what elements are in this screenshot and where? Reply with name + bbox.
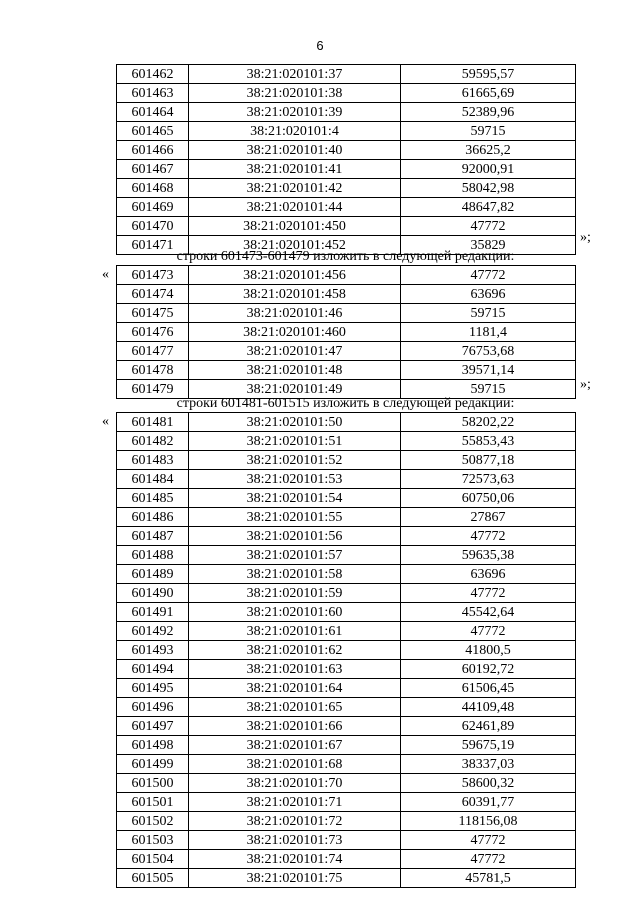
value-cell: 39571,14 xyxy=(401,361,576,380)
cadastral-number-cell: 38:21:020101:41 xyxy=(189,160,401,179)
table-row xyxy=(117,812,576,831)
row-number-cell: 601470 xyxy=(117,217,189,236)
value-cell: 92000,91 xyxy=(401,160,576,179)
cadastral-number-cell: 38:21:020101:64 xyxy=(189,679,401,698)
table-row xyxy=(117,622,576,641)
value-cell: 59635,38 xyxy=(401,546,576,565)
cadastral-number-cell: 38:21:020101:44 xyxy=(189,198,401,217)
table-row xyxy=(117,451,576,470)
row-number-cell: 601485 xyxy=(117,489,189,508)
row-number-cell: 601477 xyxy=(117,342,189,361)
table-block-1 xyxy=(116,64,575,255)
table-row xyxy=(117,323,576,342)
row-number-cell: 601492 xyxy=(117,622,189,641)
cadastral-number-cell: 38:21:020101:63 xyxy=(189,660,401,679)
cadastral-number-cell: 38:21:020101:61 xyxy=(189,622,401,641)
table-row xyxy=(117,413,576,432)
page-number: 6 xyxy=(316,38,324,53)
cadastral-number-cell: 38:21:020101:47 xyxy=(189,342,401,361)
table-row xyxy=(117,122,576,141)
cadastral-number-cell: 38:21:020101:4 xyxy=(189,122,401,141)
value-cell: 59715 xyxy=(401,380,576,399)
row-number-cell: 601490 xyxy=(117,584,189,603)
table-row xyxy=(117,831,576,850)
opening-quote-2: « xyxy=(102,267,109,282)
cadastral-number-cell: 38:21:020101:40 xyxy=(189,141,401,160)
row-number-cell: 601471 xyxy=(117,236,189,255)
cadastral-number-cell: 38:21:020101:50 xyxy=(189,413,401,432)
table-row xyxy=(117,342,576,361)
table-row xyxy=(117,565,576,584)
row-number-cell: 601494 xyxy=(117,660,189,679)
cadastral-number-cell: 38:21:020101:42 xyxy=(189,179,401,198)
row-number-cell: 601488 xyxy=(117,546,189,565)
value-cell: 55853,43 xyxy=(401,432,576,451)
value-cell: 60750,06 xyxy=(401,489,576,508)
cadastral-number-cell: 38:21:020101:54 xyxy=(189,489,401,508)
row-number-cell: 601499 xyxy=(117,755,189,774)
table-row xyxy=(117,198,576,217)
cadastral-number-cell: 38:21:020101:62 xyxy=(189,641,401,660)
table-row xyxy=(117,141,576,160)
row-number-cell: 601504 xyxy=(117,850,189,869)
value-cell: 48647,82 xyxy=(401,198,576,217)
value-cell: 63696 xyxy=(401,565,576,584)
cadastral-number-cell: 38:21:020101:458 xyxy=(189,285,401,304)
row-number-cell: 601481 xyxy=(117,413,189,432)
value-cell: 27867 xyxy=(401,508,576,527)
table-row xyxy=(117,217,576,236)
value-cell: 58202,22 xyxy=(401,413,576,432)
row-number-cell: 601469 xyxy=(117,198,189,217)
value-cell: 58600,32 xyxy=(401,774,576,793)
value-cell: 118156,08 xyxy=(401,812,576,831)
table-row xyxy=(117,869,576,888)
value-cell: 61665,69 xyxy=(401,84,576,103)
row-number-cell: 601498 xyxy=(117,736,189,755)
row-number-cell: 601505 xyxy=(117,869,189,888)
table-row xyxy=(117,285,576,304)
table-row xyxy=(117,698,576,717)
row-number-cell: 601489 xyxy=(117,565,189,584)
cadastral-number-cell: 38:21:020101:55 xyxy=(189,508,401,527)
row-number-cell: 601487 xyxy=(117,527,189,546)
cadastral-number-cell: 38:21:020101:37 xyxy=(189,65,401,84)
row-number-cell: 601503 xyxy=(117,831,189,850)
value-cell: 59675,19 xyxy=(401,736,576,755)
table-block-3 xyxy=(116,412,575,888)
table-1 xyxy=(116,64,576,255)
row-number-cell: 601500 xyxy=(117,774,189,793)
table-row xyxy=(117,584,576,603)
cadastral-number-cell: 38:21:020101:67 xyxy=(189,736,401,755)
row-number-cell: 601468 xyxy=(117,179,189,198)
table-row xyxy=(117,546,576,565)
row-number-cell: 601465 xyxy=(117,122,189,141)
value-cell: 45781,5 xyxy=(401,869,576,888)
row-number-cell: 601496 xyxy=(117,698,189,717)
cadastral-number-cell: 38:21:020101:39 xyxy=(189,103,401,122)
value-cell: 1181,4 xyxy=(401,323,576,342)
table-block-2 xyxy=(116,265,575,399)
value-cell: 63696 xyxy=(401,285,576,304)
row-number-cell: 601502 xyxy=(117,812,189,831)
table-row xyxy=(117,527,576,546)
table-row xyxy=(117,717,576,736)
table-row xyxy=(117,179,576,198)
cadastral-number-cell: 38:21:020101:46 xyxy=(189,304,401,323)
cadastral-number-cell: 38:21:020101:71 xyxy=(189,793,401,812)
closing-quote-2: »; xyxy=(580,377,591,392)
value-cell: 47772 xyxy=(401,850,576,869)
row-number-cell: 601475 xyxy=(117,304,189,323)
value-cell: 60391,77 xyxy=(401,793,576,812)
value-cell: 38337,03 xyxy=(401,755,576,774)
cadastral-number-cell: 38:21:020101:460 xyxy=(189,323,401,342)
table-row xyxy=(117,793,576,812)
table-row xyxy=(117,84,576,103)
row-number-cell: 601501 xyxy=(117,793,189,812)
instruction-3: строки 601481-601515 изложить в следующей редакции: xyxy=(176,396,515,411)
value-cell: 47772 xyxy=(401,527,576,546)
value-cell: 52389,96 xyxy=(401,103,576,122)
table-row xyxy=(117,266,576,285)
table-row xyxy=(117,774,576,793)
table-row xyxy=(117,103,576,122)
instruction-2: строки 601473-601479 изложить в следующей редакции: xyxy=(176,249,515,264)
row-number-cell: 601462 xyxy=(117,65,189,84)
table-row xyxy=(117,641,576,660)
cadastral-number-cell: 38:21:020101:452 xyxy=(189,236,401,255)
table-row xyxy=(117,65,576,84)
value-cell: 61506,45 xyxy=(401,679,576,698)
row-number-cell: 601473 xyxy=(117,266,189,285)
value-cell: 47772 xyxy=(401,217,576,236)
value-cell: 47772 xyxy=(401,584,576,603)
cadastral-number-cell: 38:21:020101:38 xyxy=(189,84,401,103)
row-number-cell: 601491 xyxy=(117,603,189,622)
value-cell: 44109,48 xyxy=(401,698,576,717)
table-row xyxy=(117,160,576,179)
value-cell: 35829 xyxy=(401,236,576,255)
table-row xyxy=(117,304,576,323)
row-number-cell: 601476 xyxy=(117,323,189,342)
row-number-cell: 601486 xyxy=(117,508,189,527)
cadastral-number-cell: 38:21:020101:70 xyxy=(189,774,401,793)
table-row xyxy=(117,489,576,508)
value-cell: 47772 xyxy=(401,622,576,641)
cadastral-number-cell: 38:21:020101:450 xyxy=(189,217,401,236)
cadastral-number-cell: 38:21:020101:59 xyxy=(189,584,401,603)
row-number-cell: 601483 xyxy=(117,451,189,470)
value-cell: 72573,63 xyxy=(401,470,576,489)
table-row xyxy=(117,850,576,869)
table-row xyxy=(117,603,576,622)
cadastral-number-cell: 38:21:020101:74 xyxy=(189,850,401,869)
cadastral-number-cell: 38:21:020101:57 xyxy=(189,546,401,565)
row-number-cell: 601474 xyxy=(117,285,189,304)
table-2 xyxy=(116,265,576,399)
table-row xyxy=(117,361,576,380)
row-number-cell: 601464 xyxy=(117,103,189,122)
value-cell: 47772 xyxy=(401,831,576,850)
row-number-cell: 601466 xyxy=(117,141,189,160)
cadastral-number-cell: 38:21:020101:65 xyxy=(189,698,401,717)
cadastral-number-cell: 38:21:020101:51 xyxy=(189,432,401,451)
table-row xyxy=(117,679,576,698)
cadastral-number-cell: 38:21:020101:72 xyxy=(189,812,401,831)
row-number-cell: 601463 xyxy=(117,84,189,103)
value-cell: 76753,68 xyxy=(401,342,576,361)
cadastral-number-cell: 38:21:020101:52 xyxy=(189,451,401,470)
row-number-cell: 601478 xyxy=(117,361,189,380)
value-cell: 59715 xyxy=(401,122,576,141)
table-row xyxy=(117,736,576,755)
closing-quote-1: »; xyxy=(580,230,591,245)
row-number-cell: 601495 xyxy=(117,679,189,698)
cadastral-number-cell: 38:21:020101:58 xyxy=(189,565,401,584)
cadastral-number-cell: 38:21:020101:48 xyxy=(189,361,401,380)
cadastral-number-cell: 38:21:020101:49 xyxy=(189,380,401,399)
value-cell: 41800,5 xyxy=(401,641,576,660)
table-3 xyxy=(116,412,576,888)
value-cell: 59715 xyxy=(401,304,576,323)
cadastral-number-cell: 38:21:020101:53 xyxy=(189,470,401,489)
value-cell: 50877,18 xyxy=(401,451,576,470)
value-cell: 47772 xyxy=(401,266,576,285)
table-row xyxy=(117,660,576,679)
opening-quote-3: « xyxy=(102,414,109,429)
cadastral-number-cell: 38:21:020101:75 xyxy=(189,869,401,888)
row-number-cell: 601482 xyxy=(117,432,189,451)
value-cell: 45542,64 xyxy=(401,603,576,622)
table-row xyxy=(117,755,576,774)
value-cell: 36625,2 xyxy=(401,141,576,160)
row-number-cell: 601484 xyxy=(117,470,189,489)
cadastral-number-cell: 38:21:020101:73 xyxy=(189,831,401,850)
value-cell: 58042,98 xyxy=(401,179,576,198)
row-number-cell: 601497 xyxy=(117,717,189,736)
cadastral-number-cell: 38:21:020101:456 xyxy=(189,266,401,285)
table-row xyxy=(117,432,576,451)
row-number-cell: 601467 xyxy=(117,160,189,179)
row-number-cell: 601493 xyxy=(117,641,189,660)
cadastral-number-cell: 38:21:020101:60 xyxy=(189,603,401,622)
value-cell: 62461,89 xyxy=(401,717,576,736)
value-cell: 60192,72 xyxy=(401,660,576,679)
value-cell: 59595,57 xyxy=(401,65,576,84)
cadastral-number-cell: 38:21:020101:66 xyxy=(189,717,401,736)
cadastral-number-cell: 38:21:020101:56 xyxy=(189,527,401,546)
table-row xyxy=(117,470,576,489)
row-number-cell: 601479 xyxy=(117,380,189,399)
table-row xyxy=(117,508,576,527)
cadastral-number-cell: 38:21:020101:68 xyxy=(189,755,401,774)
